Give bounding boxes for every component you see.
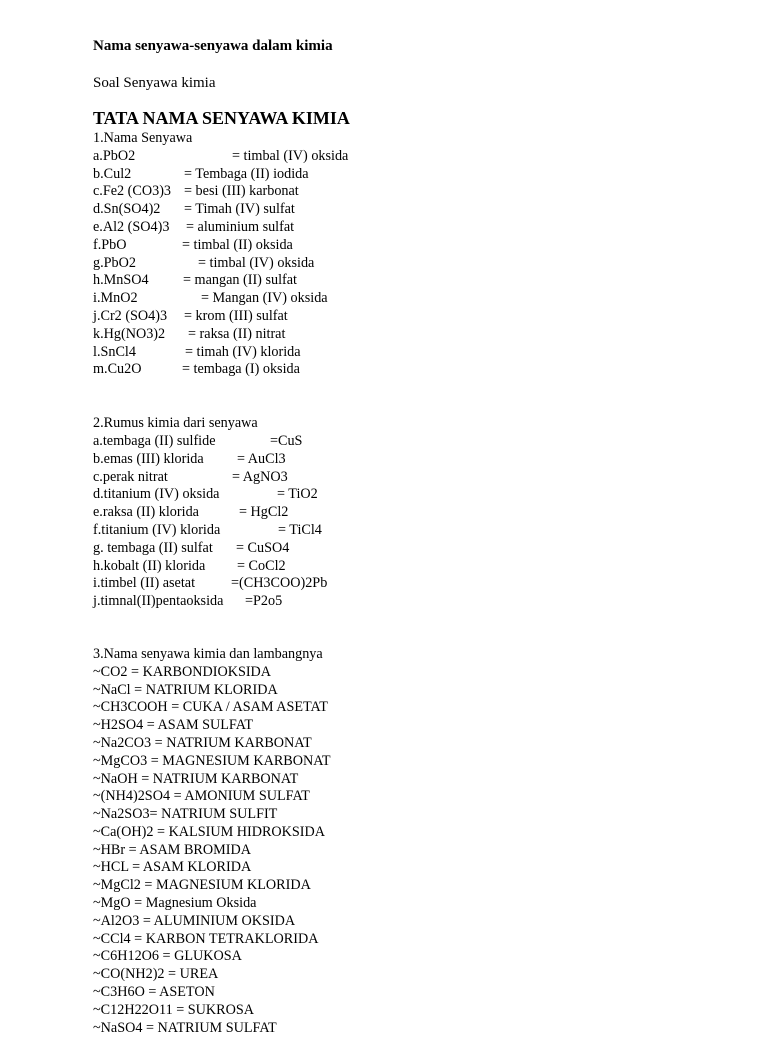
list-item: ~C12H22O11 = SUKROSA: [93, 1001, 254, 1018]
list-item: [93, 575, 733, 593]
list-item: ~NaCl = NATRIUM KLORIDA: [93, 681, 278, 698]
section-3-list: [93, 664, 733, 1037]
compound-formula: = CuSO4: [236, 539, 290, 556]
list-item: [93, 522, 733, 540]
compound-name: = krom (III) sulfat: [184, 307, 288, 324]
list-item: ~Na2CO3 = NATRIUM KARBONAT: [93, 734, 312, 751]
list-item: ~NaOH = NATRIUM KARBONAT: [93, 770, 299, 787]
compound-formula: m.Cu2O: [93, 361, 142, 378]
compound-formula: i.MnO2: [93, 290, 138, 307]
compound-name: e.raksa (II) klorida: [93, 504, 199, 521]
list-item: ~CCl4 = KARBON TETRAKLORIDA: [93, 930, 319, 947]
list-item: [93, 290, 733, 308]
compound-name: = aluminium sulfat: [186, 218, 295, 235]
section-3: [93, 646, 733, 1037]
compound-formula: c.Fe2 (CO3)3: [93, 183, 172, 200]
list-item: ~C6H12O6 = GLUKOSA: [93, 948, 242, 965]
section-2: [93, 415, 733, 611]
list-item: [93, 148, 733, 166]
compound-name: i.timbel (II) asetat: [93, 575, 196, 592]
list-item: ~NaSO4 = NATRIUM SULFAT: [93, 1019, 277, 1036]
compound-name: f.titanium (IV) klorida: [93, 521, 221, 538]
document-page: [93, 36, 733, 1037]
list-item: ~CO2 = KARBONDIOKSIDA: [93, 663, 272, 680]
compound-formula: g.PbO2: [93, 254, 136, 271]
list-item: ~HCL = ASAM KLORIDA: [93, 859, 252, 876]
compound-formula: b.Cul2: [93, 165, 132, 182]
list-item: [93, 237, 733, 255]
list-item: [93, 469, 733, 487]
compound-name: = tembaga (I) oksida: [182, 361, 300, 378]
list-item: [93, 504, 733, 522]
section-1-title: 1.Nama Senyawa: [93, 130, 193, 146]
list-item: ~Al2O3 = ALUMINIUM OKSIDA: [93, 912, 296, 929]
list-item: [93, 593, 733, 611]
list-item: [93, 451, 733, 469]
list-item: ~MgCO3 = MAGNESIUM KARBONAT: [93, 752, 331, 769]
section-1: [93, 130, 733, 379]
compound-name: = Timah (IV) sulfat: [184, 201, 295, 218]
compound-formula: e.Al2 (SO4)3: [93, 218, 170, 235]
section-heading: TATA NAMA SENYAWA KIMIA: [93, 108, 350, 128]
compound-name: = timbal (IV) oksida: [232, 147, 349, 164]
compound-formula: =P2o5: [245, 593, 283, 610]
list-item: [93, 308, 733, 326]
list-item: [93, 272, 733, 290]
list-item: ~Na2SO3= NATRIUM SULFIT: [93, 806, 278, 823]
section-1-list: [93, 148, 733, 379]
compound-formula: = CoCl2: [237, 557, 286, 574]
compound-name: = mangan (II) sulfat: [183, 272, 297, 289]
compound-formula: = TiCl4: [278, 521, 322, 538]
compound-name: = Tembaga (II) iodida: [184, 165, 309, 182]
compound-formula: h.MnSO4: [93, 272, 149, 289]
compound-name: a.tembaga (II) sulfide: [93, 432, 216, 449]
list-item: ~CO(NH2)2 = UREA: [93, 966, 219, 983]
document-subtitle: Soal Senyawa kimia: [93, 75, 216, 91]
list-item: [93, 183, 733, 201]
compound-formula: = HgCl2: [239, 504, 289, 521]
compound-formula: =(CH3COO)2Pb: [231, 575, 328, 592]
list-item: [93, 201, 733, 219]
compound-formula: =CuS: [270, 432, 303, 449]
compound-name: h.kobalt (II) klorida: [93, 557, 206, 574]
compound-formula: f.PbO: [93, 236, 127, 253]
list-item: ~MgO = Magnesium Oksida: [93, 895, 257, 912]
compound-name: = raksa (II) nitrat: [188, 325, 286, 342]
compound-formula: d.Sn(SO4)2: [93, 201, 161, 218]
list-item: [93, 219, 733, 237]
section-2-title: 2.Rumus kimia dari senyawa: [93, 415, 258, 432]
compound-name: = timah (IV) klorida: [185, 343, 301, 360]
section-3-title: 3.Nama senyawa kimia dan lambangnya: [93, 645, 323, 662]
list-item: [93, 344, 733, 362]
list-item: ~HBr = ASAM BROMIDA: [93, 841, 251, 858]
list-item: ~Ca(OH)2 = KALSIUM HIDROKSIDA: [93, 823, 326, 840]
compound-formula: a.PbO2: [93, 147, 136, 164]
compound-name: = Mangan (IV) oksida: [201, 290, 328, 307]
section-2-list: [93, 433, 733, 611]
compound-formula: l.SnCl4: [93, 343, 136, 360]
list-item: ~H2SO4 = ASAM SULFAT: [93, 717, 254, 734]
compound-formula: j.Cr2 (SO4)3: [93, 307, 168, 324]
list-item: [93, 361, 733, 379]
list-item: ~CH3COOH = CUKA / ASAM ASETAT: [93, 699, 328, 716]
list-item: [93, 558, 733, 576]
list-item: [93, 326, 733, 344]
compound-formula: = TiO2: [277, 486, 318, 503]
compound-name: = timbal (II) oksida: [182, 236, 293, 253]
list-item: ~MgCl2 = MAGNESIUM KLORIDA: [93, 877, 311, 894]
compound-formula: = AgNO3: [232, 468, 288, 485]
compound-name: = timbal (IV) oksida: [198, 254, 315, 271]
compound-name: j.timnal(II)pentaoksida: [93, 593, 224, 610]
compound-name: d.titanium (IV) oksida: [93, 486, 220, 503]
compound-formula: = AuCl3: [237, 450, 286, 467]
list-item: [93, 255, 733, 273]
list-item: ~(NH4)2SO4 = AMONIUM SULFAT: [93, 788, 310, 805]
list-item: ~C3H6O = ASETON: [93, 984, 215, 1001]
compound-name: g. tembaga (II) sulfat: [93, 539, 213, 556]
list-item: [93, 433, 733, 451]
compound-name: = besi (III) karbonat: [184, 183, 299, 200]
compound-formula: k.Hg(NO3)2: [93, 325, 166, 342]
document-title: Nama senyawa-senyawa dalam kimia: [93, 38, 333, 54]
compound-name: c.perak nitrat: [93, 468, 168, 485]
list-item: [93, 540, 733, 558]
compound-name: b.emas (III) klorida: [93, 450, 204, 467]
list-item: [93, 166, 733, 184]
list-item: [93, 486, 733, 504]
